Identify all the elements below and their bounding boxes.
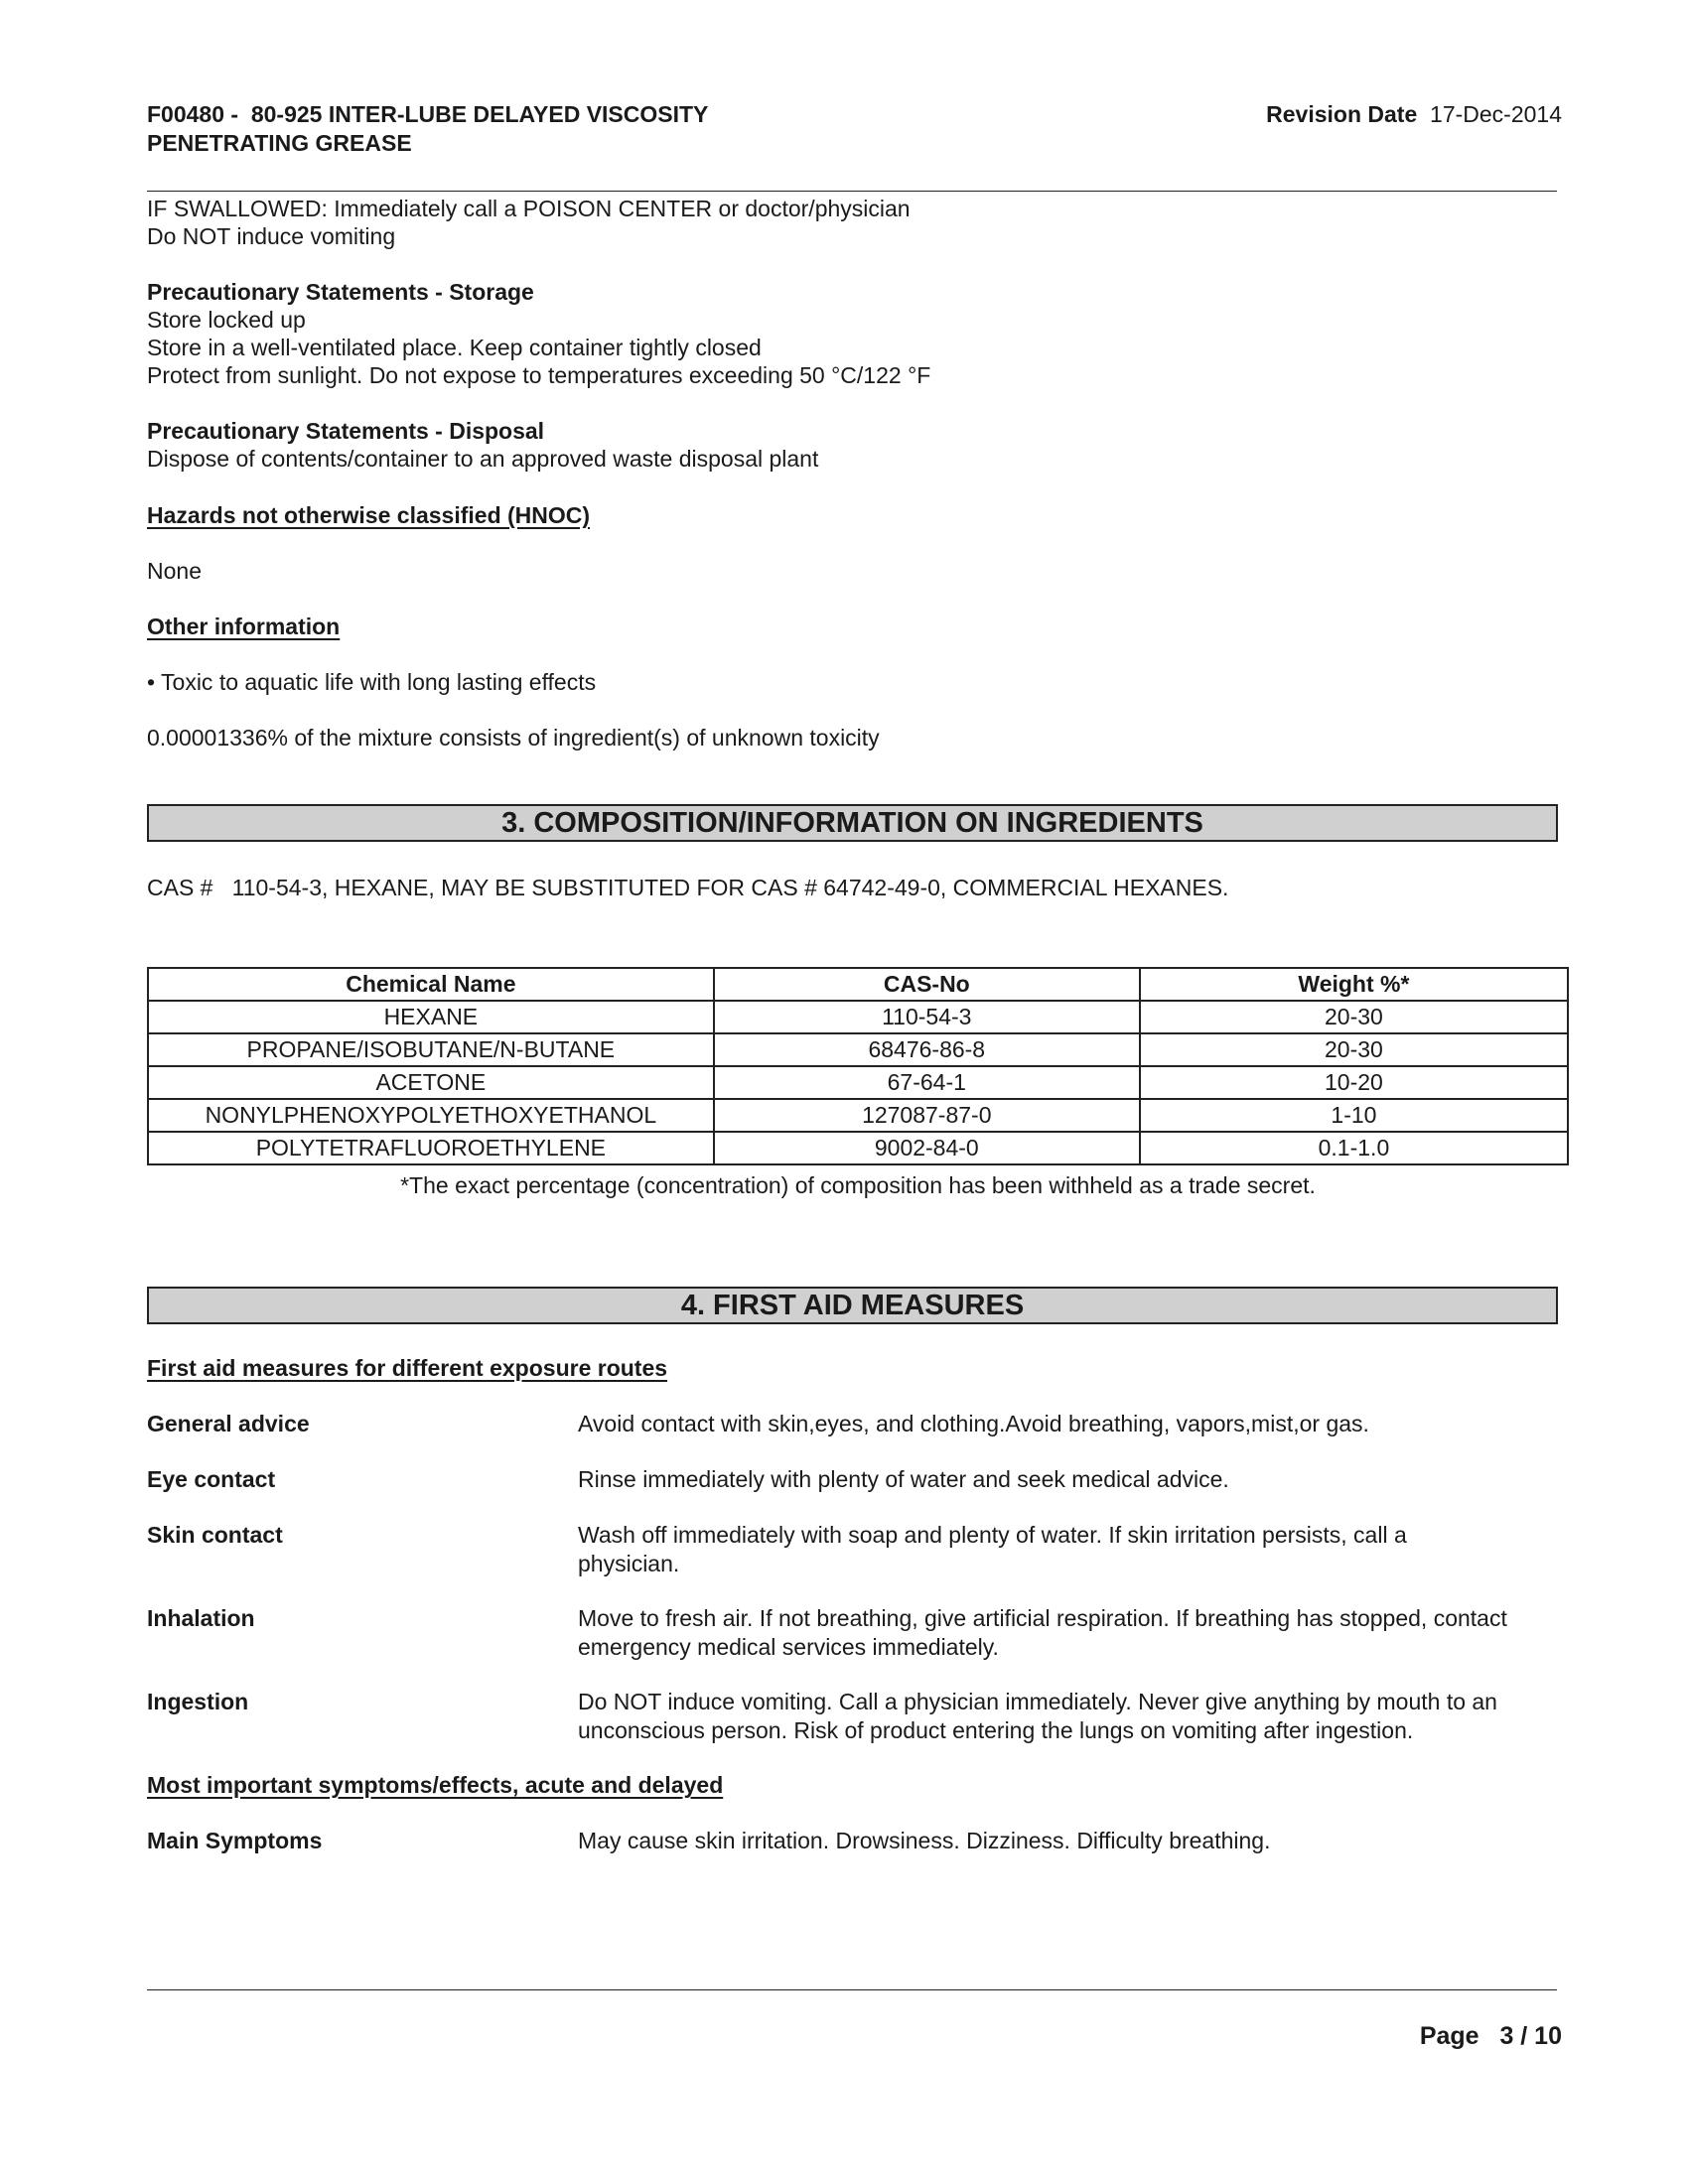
table-row <box>148 1066 1568 1099</box>
aquatic-bullet: • Toxic to aquatic life with long lasting effects <box>147 669 597 695</box>
storage-line: Store locked up <box>147 307 306 333</box>
general-advice-label: General advice <box>147 1411 310 1436</box>
page-label: Page <box>1419 2022 1479 2050</box>
exposure-routes-heading: First aid measures for different exposure routes <box>147 1355 668 1381</box>
section-4-header: 4. FIRST AID MEASURES <box>147 1287 1558 1324</box>
cas-no-cell: 110-54-3 <box>714 1001 1140 1033</box>
page-value: 3 / 10 <box>1499 2022 1562 2050</box>
weight-cell: 20-30 <box>1140 1001 1568 1033</box>
revision-date <box>1266 100 1562 129</box>
main-symptoms-text: May cause skin irritation. Drowsiness. Dizziness. Difficulty breathing. <box>578 1828 1271 1853</box>
header-divider <box>147 191 1557 192</box>
table-header-row <box>148 968 1568 1001</box>
disposal-line: Dispose of contents/container to an approved waste disposal plant <box>147 446 819 472</box>
chemical-name-cell: POLYTETRAFLUOROETHYLENE <box>148 1132 714 1164</box>
trade-secret-footnote: *The exact percentage (concentration) of composition has been withheld as a trade secret. <box>400 1172 1316 1198</box>
chemical-name-cell: NONYLPHENOXYPOLYETHOXYETHANOL <box>148 1099 714 1132</box>
weight-cell: 20-30 <box>1140 1033 1568 1066</box>
product-title-line1: 80-925 INTER-LUBE DELAYED VISCOSITY <box>250 101 709 127</box>
hnoc-heading: Hazards not otherwise classified (HNOC) <box>147 502 591 528</box>
col-weight: Weight %* <box>1140 968 1568 1001</box>
weight-cell: 1-10 <box>1140 1099 1568 1132</box>
table-row <box>148 1001 1568 1033</box>
storage-line: Protect from sunlight. Do not expose to temperatures exceeding 50 °C/122 °F <box>147 362 931 388</box>
table-row <box>148 1099 1568 1132</box>
weight-cell: 10-20 <box>1140 1066 1568 1099</box>
swallowed-line: IF SWALLOWED: Immediately call a POISON CENTER or doctor/physician <box>147 196 911 221</box>
main-symptoms-label: Main Symptoms <box>147 1828 323 1853</box>
unknown-toxicity-note: 0.00001336% of the mixture consists of ingredient(s) of unknown toxicity <box>147 725 880 751</box>
cas-no-cell: 67-64-1 <box>714 1066 1140 1099</box>
chemical-name-cell: HEXANE <box>148 1001 714 1033</box>
eye-contact-label: Eye contact <box>147 1466 276 1492</box>
symptoms-heading: Most important symptoms/effects, acute and delayed <box>147 1772 724 1798</box>
revision-label: Revision Date <box>1266 101 1418 127</box>
footer-divider <box>147 1989 1557 1990</box>
chemical-name-cell: ACETONE <box>148 1066 714 1099</box>
document-title <box>147 100 708 158</box>
inhalation-label: Inhalation <box>147 1605 255 1631</box>
storage-heading: Precautionary Statements - Storage <box>147 279 534 305</box>
ingestion-label: Ingestion <box>147 1689 249 1714</box>
cas-no-cell: 9002-84-0 <box>714 1132 1140 1164</box>
cas-no-cell: 68476-86-8 <box>714 1033 1140 1066</box>
disposal-heading: Precautionary Statements - Disposal <box>147 418 545 444</box>
table-row <box>148 1132 1568 1164</box>
ingestion-text: Do NOT induce vomiting. Call a physician immediately. Never give anything by mouth to an unconscious person. Risk of product entering the lungs on vomiting after ingestion. <box>578 1689 1497 1743</box>
other-info-heading: Other information <box>147 614 341 639</box>
cas-substitution-note: CAS # 110-54-3, HEXANE, MAY BE SUBSTITUTED FOR CAS # 64742-49-0, COMMERCIAL HEXANES. <box>147 875 1229 900</box>
composition-table <box>147 967 1569 1165</box>
storage-line: Store in a well-ventilated place. Keep container tightly closed <box>147 335 762 360</box>
hnoc-value: None <box>147 558 202 584</box>
col-cas-no: CAS-No <box>714 968 1140 1001</box>
section-3-header: 3. COMPOSITION/INFORMATION ON INGREDIENTS <box>147 804 1558 842</box>
eye-contact-text: Rinse immediately with plenty of water and seek medical advice. <box>578 1466 1229 1492</box>
skin-contact-label: Skin contact <box>147 1522 283 1548</box>
chemical-name-cell: PROPANE/ISOBUTANE/N-BUTANE <box>148 1033 714 1066</box>
table-row <box>148 1033 1568 1066</box>
product-title-line2: PENETRATING GREASE <box>147 129 412 156</box>
inhalation-text: Move to fresh air. If not breathing, give artificial respiration. If breathing has stopped, contact emergency medical services immediately. <box>578 1605 1507 1660</box>
weight-cell: 0.1-1.0 <box>1140 1132 1568 1164</box>
no-vomit-line: Do NOT induce vomiting <box>147 223 396 249</box>
general-advice-text: Avoid contact with skin,eyes, and clothing.Avoid breathing, vapors,mist,or gas. <box>578 1411 1369 1436</box>
cas-no-cell: 127087-87-0 <box>714 1099 1140 1132</box>
page-number <box>1420 2021 1562 2052</box>
col-chemical-name: Chemical Name <box>148 968 714 1001</box>
skin-contact-text: Wash off immediately with soap and plenty of water. If skin irritation persists, call a physician. <box>578 1522 1407 1576</box>
product-code: F00480 - <box>147 101 239 127</box>
revision-date-value: 17-Dec-2014 <box>1430 101 1562 127</box>
